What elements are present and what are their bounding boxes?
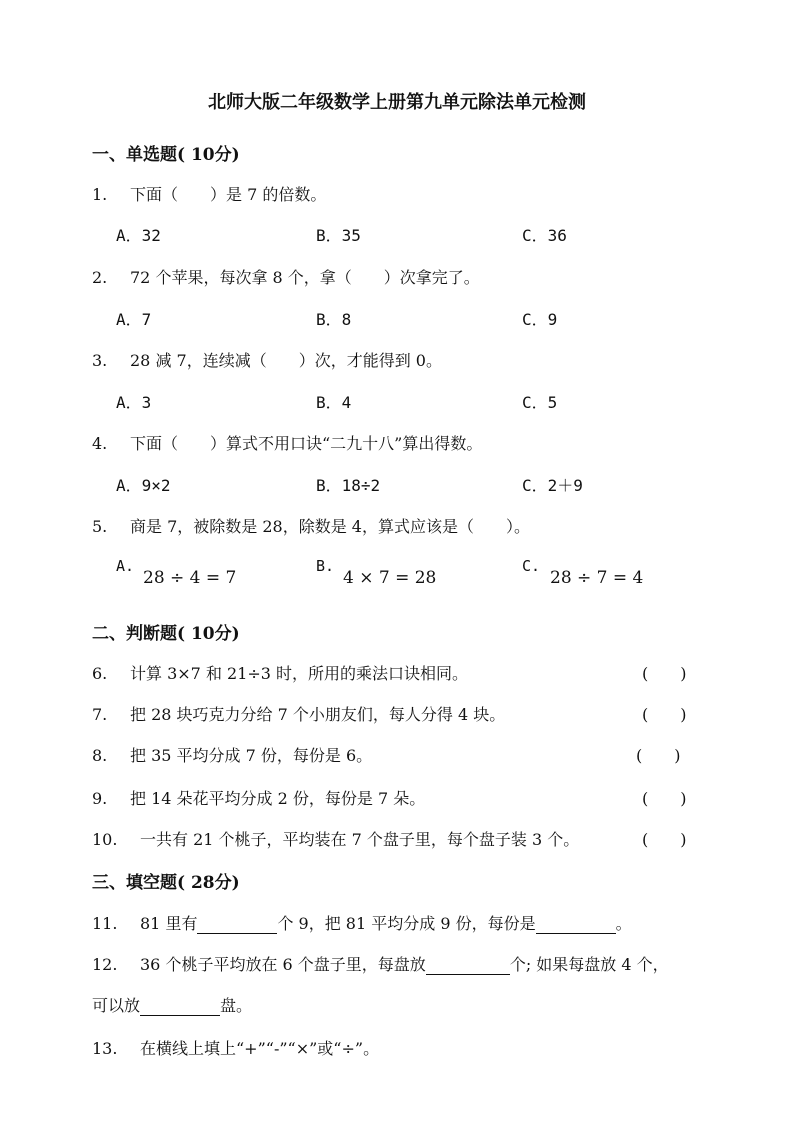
question-1 — [92, 182, 326, 205]
q5-option-c-formula[interactable]: 28 ÷ 7 = 4 — [550, 568, 644, 588]
question-number: 9. — [92, 789, 108, 808]
question-number: 10. — [92, 830, 118, 849]
question-text: 把 35 平均分成 7 份，每份是 6。 — [130, 746, 373, 765]
question-text: 28 减 7，连续减（ ）次，才能得到 0。 — [130, 351, 442, 370]
q5-option-a-formula[interactable]: 28 ÷ 4 = 7 — [143, 568, 237, 588]
question-text: 72 个苹果，每次拿 8 个，拿（ ）次拿完了。 — [130, 268, 480, 287]
question-4 — [92, 431, 482, 454]
question-text: 个; 如果每盘放 4 个， — [509, 955, 669, 974]
question-7 — [92, 702, 505, 725]
question-2 — [92, 265, 480, 288]
q2-option-a[interactable]: A．7 — [116, 310, 152, 329]
question-number: 3. — [92, 351, 108, 370]
q4-option-c[interactable]: C．2＋9 — [522, 476, 583, 495]
question-number: 11. — [92, 914, 118, 933]
question-12-continued — [92, 993, 252, 1016]
question-12 — [92, 952, 669, 975]
question-number: 4. — [92, 434, 108, 453]
q2-option-c[interactable]: C．9 — [522, 310, 558, 329]
question-text: 下面（ ）是 7 的倍数。 — [130, 185, 327, 204]
answer-blank[interactable] — [197, 915, 277, 934]
question-8 — [92, 743, 372, 766]
answer-blank[interactable] — [536, 915, 616, 934]
question-text: 计算 3×7 和 21÷3 时，所用的乘法口诀相同。 — [130, 664, 469, 683]
q5-option-a-letter[interactable]: A. — [116, 557, 135, 575]
question-text: 盘。 — [220, 996, 253, 1015]
question-13 — [92, 1036, 379, 1059]
q4-option-a[interactable]: A．9×2 — [116, 476, 171, 495]
question-number: 2. — [92, 268, 108, 287]
answer-parentheses[interactable]: ( ) — [636, 746, 681, 765]
question-6 — [92, 661, 468, 684]
q5-option-b-letter[interactable]: B. — [316, 557, 335, 575]
question-number: 13. — [92, 1039, 118, 1058]
q3-option-c[interactable]: C．5 — [522, 393, 558, 412]
question-11 — [92, 911, 632, 934]
q3-option-a[interactable]: A．3 — [116, 393, 152, 412]
q1-option-c[interactable]: C．36 — [522, 226, 567, 245]
section-heading-fill-blank: 三、填空题( 28分) — [92, 873, 240, 893]
question-text: 个 9，把 81 平均分成 9 份，每份是 — [277, 914, 536, 933]
question-text: 把 14 朵花平均分成 2 份，每份是 7 朵。 — [130, 789, 426, 808]
q5-option-b-formula[interactable]: 4 × 7 = 28 — [343, 568, 437, 588]
question-text: 商是 7，被除数是 28，除数是 4，算式应该是（ ）。 — [130, 517, 530, 536]
answer-blank[interactable] — [426, 956, 510, 975]
question-number: 8. — [92, 746, 108, 765]
question-number: 7. — [92, 705, 108, 724]
answer-blank[interactable] — [140, 997, 220, 1016]
question-text: 。 — [615, 914, 632, 933]
section-heading-single-choice: 一、单选题( 10分) — [92, 145, 240, 165]
question-number: 12. — [92, 955, 118, 974]
question-number: 6. — [92, 664, 108, 683]
q4-option-b[interactable]: B．18÷2 — [316, 476, 381, 495]
q3-option-b[interactable]: B．4 — [316, 393, 352, 412]
answer-parentheses[interactable]: ( ) — [642, 705, 687, 724]
question-text: 81 里有 — [140, 914, 198, 933]
q1-option-a[interactable]: A．32 — [116, 226, 161, 245]
question-text: 下面（ ）算式不用口诀“二九十八”算出得数。 — [130, 434, 483, 453]
question-9 — [92, 786, 425, 809]
q2-option-b[interactable]: B．8 — [316, 310, 352, 329]
question-number: 1. — [92, 185, 108, 204]
answer-parentheses[interactable]: ( ) — [642, 789, 687, 808]
answer-parentheses[interactable]: ( ) — [642, 664, 687, 683]
question-10 — [92, 827, 579, 850]
question-5 — [92, 514, 530, 537]
question-text: 一共有 21 个桃子，平均装在 7 个盘子里，每个盘子装 3 个。 — [140, 830, 580, 849]
section-heading-true-false: 二、判断题( 10分) — [92, 624, 240, 644]
q1-option-b[interactable]: B．35 — [316, 226, 361, 245]
question-text: 在横线上填上“+”“-”“×”或“÷”。 — [140, 1039, 380, 1058]
question-text: 把 28 块巧克力分给 7 个小朋友们，每人分得 4 块。 — [130, 705, 506, 724]
question-3 — [92, 348, 442, 371]
page-title: 北师大版二年级数学上册第九单元除法单元检测 — [208, 92, 586, 113]
question-number: 5. — [92, 517, 108, 536]
question-text: 可以放 — [92, 996, 141, 1015]
answer-parentheses[interactable]: ( ) — [642, 830, 687, 849]
question-text: 36 个桃子平均放在 6 个盘子里，每盘放 — [140, 955, 426, 974]
q5-option-c-letter[interactable]: C. — [522, 557, 541, 575]
